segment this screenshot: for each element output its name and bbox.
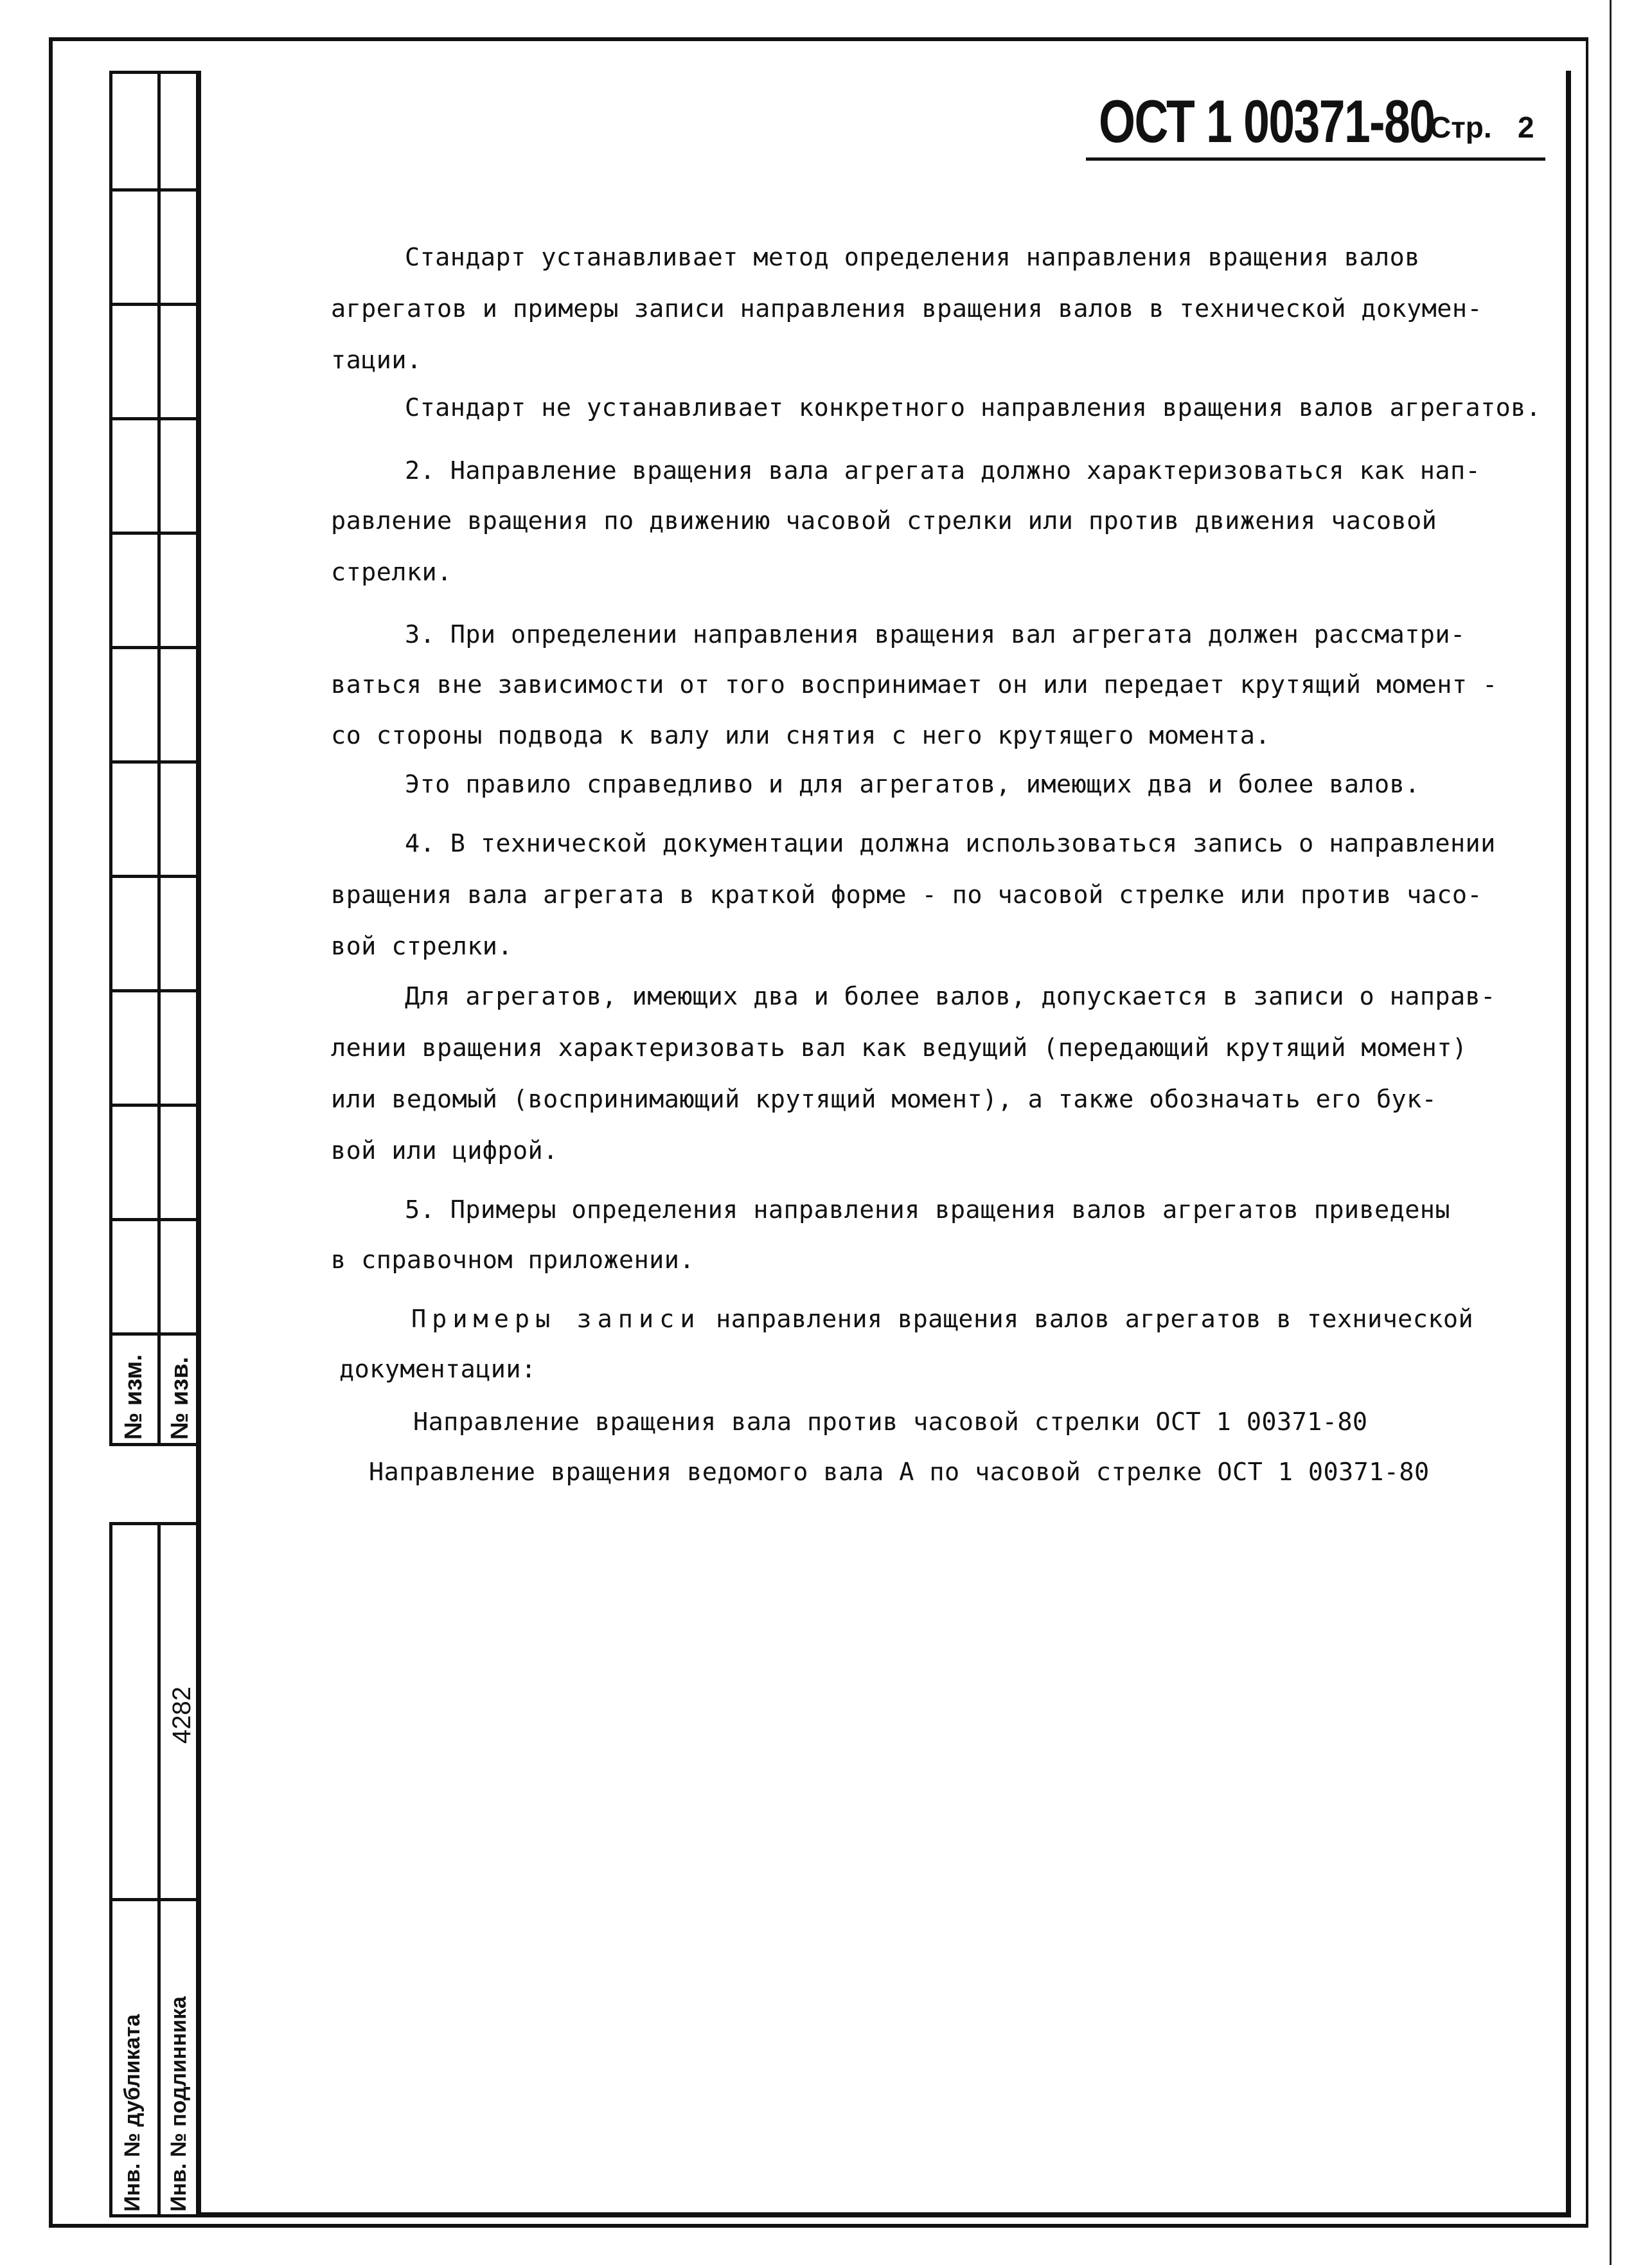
body-line: вой или цифрой. <box>331 1136 558 1165</box>
body-line: вращения вала агрегата в краткой форме - по часовой стрелке или против часо- <box>331 881 1483 909</box>
page-number: 2 <box>1518 111 1534 144</box>
page-header <box>1086 87 1545 161</box>
side-stamp-divider <box>157 1525 161 2214</box>
original-inventory-label: Инв. № подлинника <box>166 1996 191 2212</box>
side-stamp-bottom <box>109 1522 199 2217</box>
body-line: ваться вне зависимости от того воспринимает он или передает крутящий момент - <box>331 670 1498 699</box>
examples-lead: Примеры записи <box>411 1305 701 1334</box>
examples-intro-text: направления вращения валов агрегатов в технической <box>716 1305 1474 1334</box>
body-line: 3. При определении направления вращения вал агрегата должен рассматри- <box>405 620 1466 649</box>
side-stamp-row-line <box>112 875 196 878</box>
body-line: Для агрегатов, имеющих два и более валов, допускается в записи о направ- <box>405 982 1496 1011</box>
notice-number-label: № изв. <box>166 1356 193 1440</box>
body-line: лении вращения характеризовать вал как ведущий (передающий крутящий момент) <box>331 1034 1468 1062</box>
body-line: 5. Примеры определения направления вращения валов агрегатов приведены <box>405 1195 1450 1224</box>
body-line: 2. Направление вращения вала агрегата должно характеризоваться как нап- <box>405 456 1481 485</box>
change-number-label: № изм. <box>120 1354 147 1440</box>
side-stamp-row-line <box>112 989 196 992</box>
side-stamp-row-line <box>112 1898 196 1901</box>
body-line: тации. <box>331 346 422 375</box>
side-stamp-top <box>109 71 199 1446</box>
example-line: Направление вращения ведомого вала А по часовой стрелке ОСТ 1 00371-80 <box>369 1458 1430 1487</box>
side-stamp-row-line <box>112 1332 196 1336</box>
page-edge-line <box>1610 0 1612 2265</box>
examples-intro-line <box>411 1305 1473 1334</box>
standard-code: ОСТ 1 00371-80 <box>1099 87 1435 155</box>
side-stamp-row-line <box>112 417 196 420</box>
body-line: Стандарт не устанавливает конкретного направления вращения валов агрегатов. <box>405 393 1541 422</box>
example-line: Направление вращения вала против часовой стрелки ОСТ 1 00371-80 <box>413 1408 1368 1437</box>
side-stamp-divider <box>157 74 161 1443</box>
body-line: агрегатов и примеры записи направления вращения валов в технической докумен- <box>331 294 1483 323</box>
side-stamp-row-line <box>112 188 196 192</box>
side-stamp-row-line <box>112 303 196 306</box>
page-label: Стр. <box>1430 111 1492 144</box>
side-stamp-row-line <box>112 760 196 764</box>
body-line: Стандарт устанавливает метод определения направления вращения валов <box>405 243 1420 272</box>
body-line: стрелки. <box>331 558 452 587</box>
body-line: в справочном приложении. <box>331 1246 695 1275</box>
side-stamp-row-line <box>112 1104 196 1107</box>
body-line: или ведомый (воспринимающий крутящий момент), а также обозначать его бук- <box>331 1085 1437 1114</box>
inventory-number: 4282 <box>168 1687 196 1744</box>
body-line: со стороны подвода к валу или снятия с него крутящего момента. <box>331 721 1270 750</box>
body-line: 4. В технической документации должна использоваться запись о направлении <box>405 829 1496 858</box>
body-line: вой стрелки. <box>331 932 513 961</box>
body-line: документации: <box>339 1355 537 1384</box>
side-stamp-row-line <box>112 1218 196 1221</box>
side-stamp-row-line <box>112 532 196 535</box>
body-line: Это правило справедливо и для агрегатов, имеющих два и более валов. <box>405 770 1420 799</box>
body-line: равление вращения по движению часовой стрелки или против движения часовой <box>331 506 1437 535</box>
duplicate-inventory-label: Инв. № дубликата <box>120 2014 145 2212</box>
side-stamp-row-line <box>112 646 196 649</box>
